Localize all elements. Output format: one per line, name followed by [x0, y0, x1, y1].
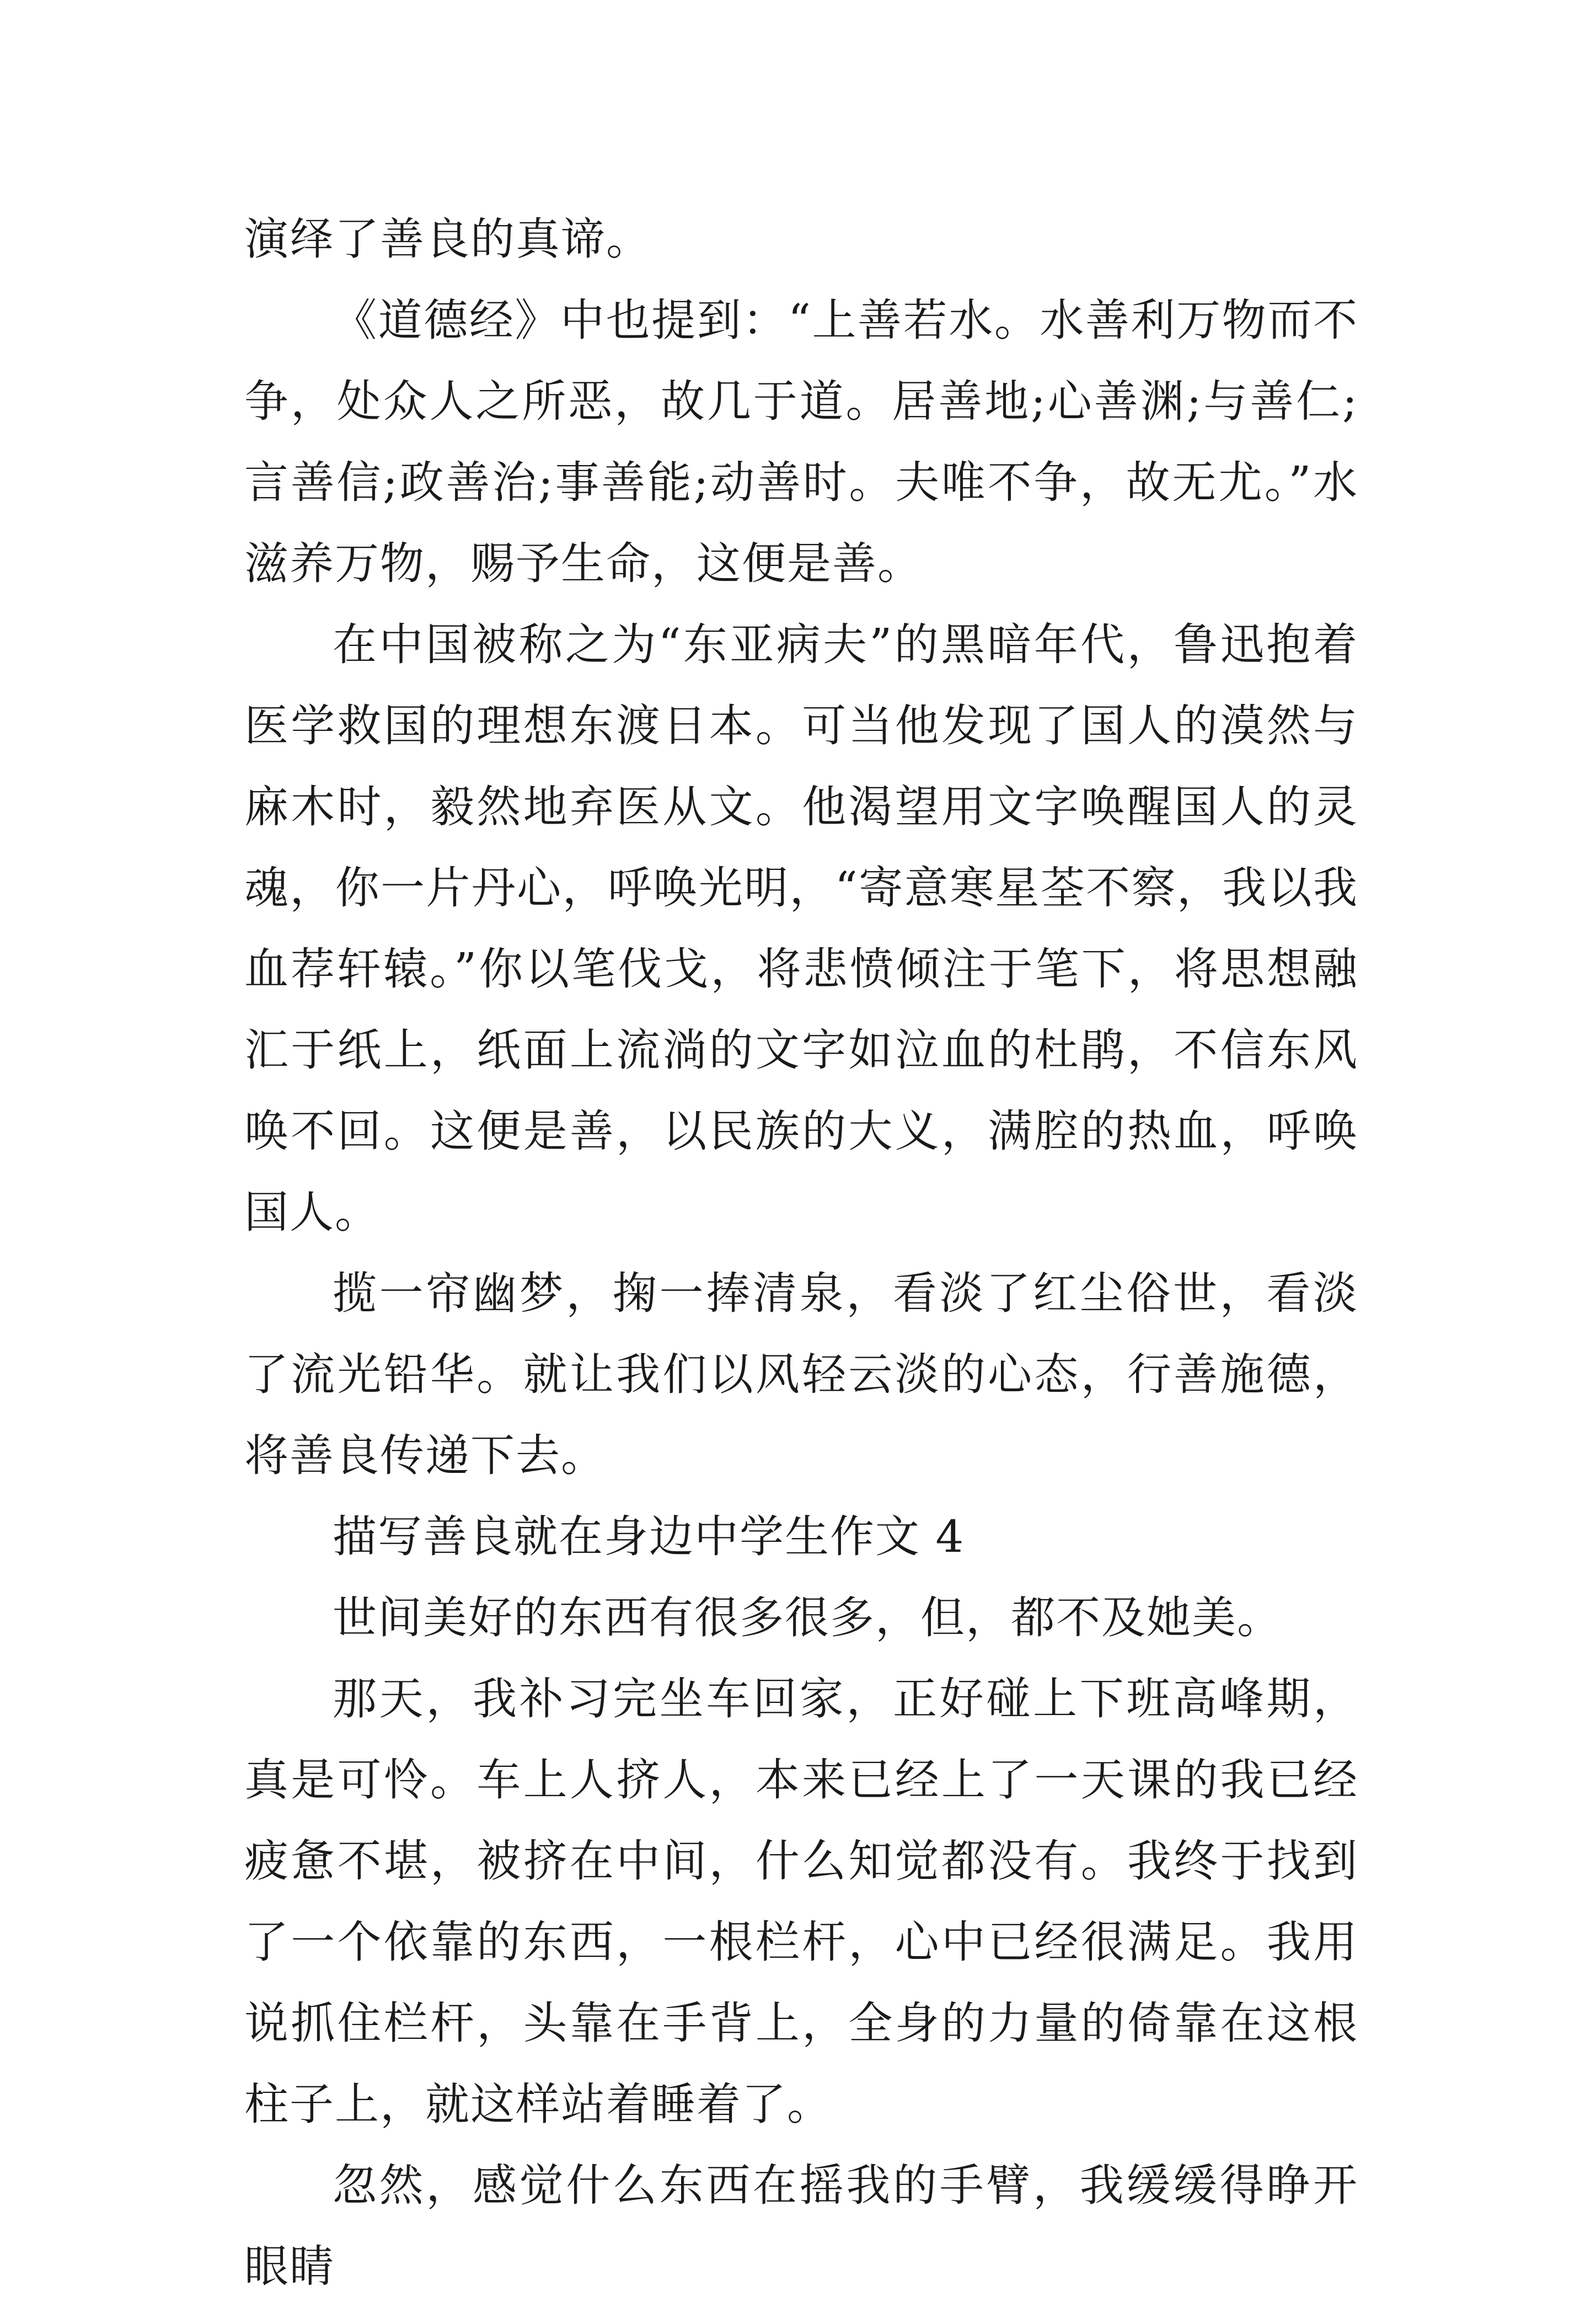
paragraph-luxun: 在中国被称之为“东亚病夫”的黑暗年代，鲁迅抱着医学救国的理想东渡日本。可当他发现了国人的漠然与麻木时，毅然地弃医从文。他渴望用文字唤醒国人的灵魂，你一片丹心，呼唤光明，“寄意寒星荃不察，我以我血荐轩辕。”你以笔伐戈，将悲愤倾注于笔下，将思想融汇于纸上，纸面上流淌的文字如泣血的杜鹃，不信东风唤不回。这便是善，以民族的大义，满腔的热血，呼唤国人。 — [244, 619, 1358, 1238]
paragraph-daodejing: 《道德经》中也提到：“上善若水。水善利万物而不争，处众人之所恶，故几于道。居善地;心善渊;与善仁;言善信;政善治;事善能;动善时。夫唯不争，故无尤。”水滋养万物，赐予生命，这便是善。 — [244, 295, 1358, 589]
document-body — [244, 199, 1358, 2307]
paragraph-bus-ride: 那天，我补习完坐车回家，正好碰上下班高峰期，真是可怜。车上人挤人，本来已经上了一天课的我已经疲惫不堪，被挤在中间，什么知觉都没有。我终于找到了一个依靠的东西，一根栏杆，心中已经很满足。我用说抓住栏杆，头靠在手背上，全身的力量的倚靠在这根柱子上，就这样站着睡着了。 — [244, 1673, 1358, 2130]
paragraph-conclusion: 揽一帘幽梦，掬一捧清泉，看淡了红尘俗世，看淡了流光铅华。就让我们以风轻云淡的心态，行善施德，将善良传递下去。 — [244, 1268, 1358, 1481]
essay-heading: 描写善良就在身边中学生作文 4 — [333, 1511, 965, 1562]
paragraph-intro: 世间美好的东西有很多很多，但，都不及她美。 — [333, 1592, 1282, 1643]
paragraph-awakening: 忽然，感觉什么东西在摇我的手臂，我缓缓得睁开眼睛 — [244, 2160, 1358, 2292]
paragraph-continuation: 演绎了善良的真谛。 — [244, 213, 651, 265]
